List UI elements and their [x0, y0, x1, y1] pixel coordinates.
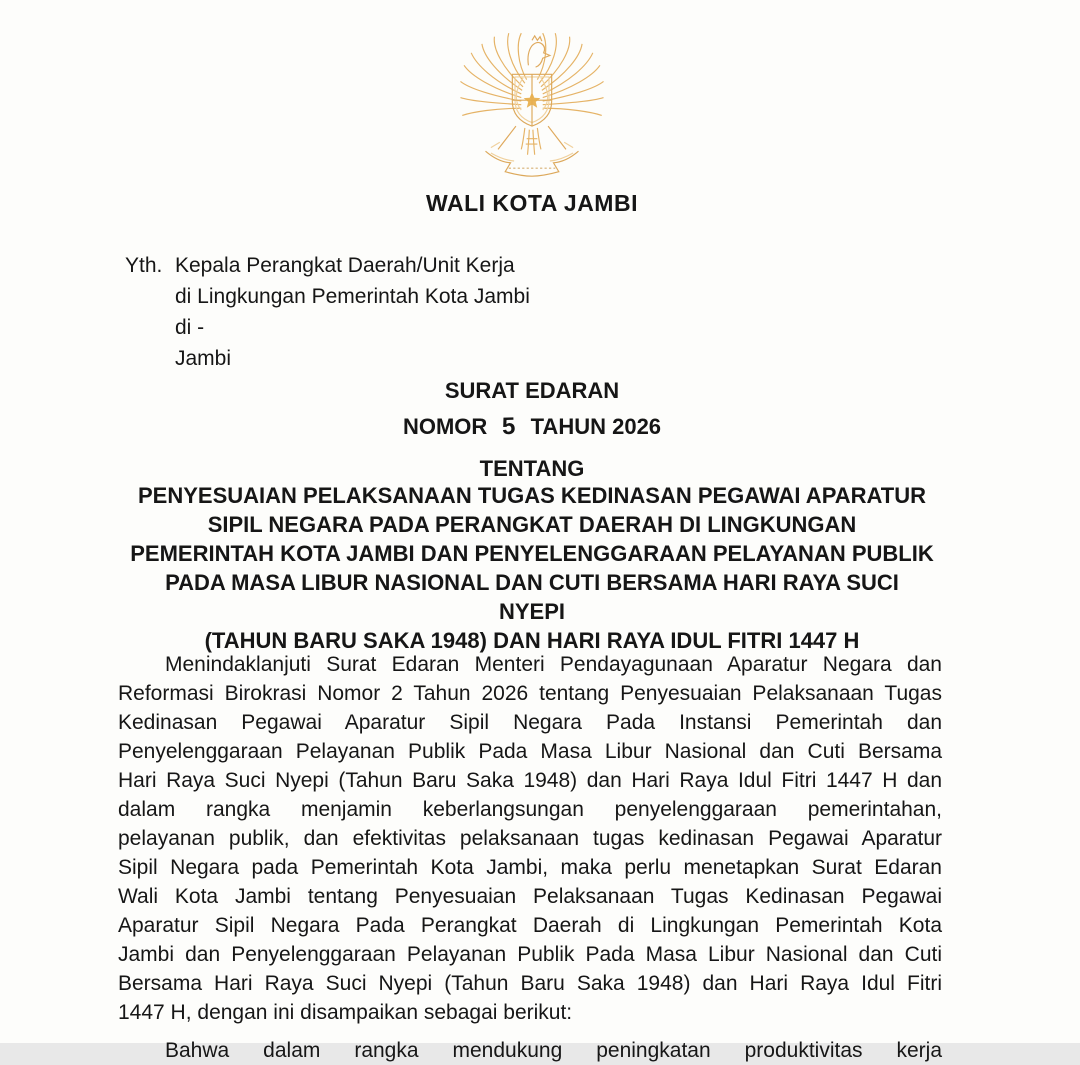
recipient-line-1: Kepala Perangkat Daerah/Unit Kerja: [175, 254, 515, 277]
document-heading: [0, 378, 1064, 482]
paragraph-2-clipped: Bahwa dalam rangka mendukung peningkatan produktivitas kerja: [165, 1039, 942, 1062]
text-line: Hari Raya Suci Nyepi (Tahun Baru Saka 1948) dan Hari Raya Idul Fitri 1447 H dan: [118, 769, 942, 792]
about-label: TENTANG: [479, 456, 585, 481]
garuda-icon: [447, 26, 617, 178]
text-line: dalam rangka menjamin keberlangsungan penyelenggaraan pemerintahan,: [118, 798, 942, 821]
paragraph-1: [118, 650, 942, 1027]
year-label: TAHUN 2026: [530, 414, 662, 439]
text-line: Penyelenggaraan Pelayanan Publik Pada Masa Libur Nasional dan Cuti Bersama: [118, 740, 942, 763]
document-type: SURAT EDARAN: [444, 378, 620, 403]
recipient-line-3: di -: [175, 316, 205, 339]
text-line: SIPIL NEGARA PADA PERANGKAT DAERAH DI LINGKUNGAN: [207, 512, 857, 537]
text-line: Sipil Negara pada Pemerintah Kota Jambi, maka perlu menetapkan Surat Edaran: [118, 856, 942, 879]
text-line: PEMERINTAH KOTA JAMBI DAN PENYELENGGARAAN PELAYANAN PUBLIK: [130, 541, 934, 566]
text-line: Kedinasan Pegawai Aparatur Sipil Negara Pada Instansi Pemerintah dan: [118, 711, 942, 734]
text-line: Bersama Hari Raya Suci Nyepi (Tahun Baru Saka 1948) dan Hari Raya Idul Fitri: [118, 972, 942, 995]
text-line: Aparatur Sipil Negara Pada Perangkat Daerah di Lingkungan Pemerintah Kota: [118, 914, 942, 937]
text-line: PENYESUAIAN PELAKSANAAN TUGAS KEDINASAN PEGAWAI APARATUR: [138, 483, 926, 508]
text-line: PADA MASA LIBUR NASIONAL DAN CUTI BERSAMA HARI RAYA SUCI NYEPI: [165, 570, 899, 624]
text-line: Jambi dan Penyelenggaraan Pelayanan Publik Pada Masa Libur Nasional dan Cuti: [118, 943, 942, 966]
recipient-salutation: Yth.: [125, 254, 163, 277]
text-line: (TAHUN BARU SAKA 1948) DAN HARI RAYA IDUL FITRI 1447 H: [204, 628, 860, 653]
text-line: Menindaklanjuti Surat Edaran Menteri Pendayagunaan Aparatur Negara dan: [165, 653, 942, 676]
subject-title: [130, 481, 934, 655]
text-line: 1447 H, dengan ini disampaikan sebagai berikut:: [118, 1001, 573, 1024]
number-value: 5: [501, 412, 517, 441]
document-number-line: [0, 413, 1064, 441]
text-line: Wali Kota Jambi tentang Penyesuaian Pelaksanaan Tugas Kedinasan Pegawai: [118, 885, 942, 908]
recipient-line-4: Jambi: [175, 347, 232, 370]
number-label: NOMOR: [402, 414, 488, 439]
letterhead-office-title: WALI KOTA JAMBI: [426, 190, 638, 216]
recipient-line-2: di Lingkungan Pemerintah Kota Jambi: [175, 285, 530, 308]
garuda-pancasila-emblem: [447, 26, 617, 178]
body-text: [118, 650, 942, 1065]
text-line: Reformasi Birokrasi Nomor 2 Tahun 2026 tentang Penyesuaian Pelaksanaan Tugas: [118, 682, 942, 705]
recipient-block: [125, 250, 530, 374]
text-line: pelayanan publik, dan efektivitas pelaksanaan tugas kedinasan Pegawai Aparatur: [118, 827, 942, 850]
